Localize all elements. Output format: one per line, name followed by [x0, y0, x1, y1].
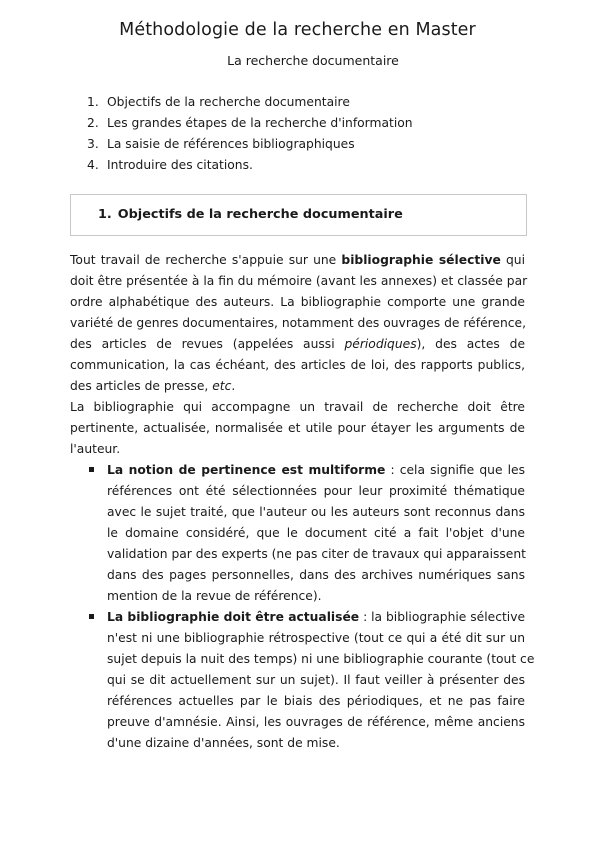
text-line — [107, 607, 525, 628]
toc-item-label: Introduire des citations. — [107, 158, 253, 172]
toc-item-label: Les grandes étapes de la recherche d'information — [107, 116, 413, 130]
list-item — [70, 460, 525, 607]
text-line: doit être présentée à la fin du mémoire (avant les annexes) et classée par — [70, 274, 528, 288]
section-heading: Objectifs de la recherche documentaire — [117, 207, 403, 222]
square-bullet-icon — [89, 614, 94, 619]
paragraph-bibliography-requirements — [70, 397, 525, 460]
emphasis-italic: etc — [212, 379, 232, 393]
text-line: dans des pages personnelles, dans des archives numériques sans — [107, 568, 525, 582]
text-line: preuve d'amnésie. Ainsi, les ouvrages de référence, même anciens — [107, 715, 525, 729]
emphasis-bold: La bibliographie doit être actualisée — [107, 610, 360, 624]
text-fragment: Tout travail de recherche s'appuie sur une — [70, 253, 337, 267]
text-line: sujet depuis la nuit des temps) ni une bibliographie courante (tout ce — [107, 652, 535, 666]
toc-item-number: 2. — [87, 116, 99, 130]
document-subtitle: La recherche documentaire — [227, 53, 399, 68]
text-line: n'est ni une bibliographie rétrospective (tout ce qui a été dit sur un — [107, 631, 525, 645]
text-fragment: qui — [505, 253, 525, 267]
text-line: le domaine considéré, que le document cité a fait l'objet d'une — [107, 526, 525, 540]
text-fragment: ), des actes de — [416, 337, 526, 351]
toc-item — [87, 135, 413, 156]
text-line: communication, la cas échéant, des articles de loi, des rapports publics, — [70, 358, 525, 372]
text-line: références actuelles par le biais des périodiques, et ne pas faire — [107, 694, 525, 708]
toc-item — [87, 156, 413, 177]
text-fragment: des articles de presse, — [70, 379, 209, 393]
text-line — [70, 250, 525, 271]
text-line — [70, 334, 525, 355]
paragraph-bibliography-intro — [70, 250, 528, 397]
section-heading-box — [70, 194, 527, 236]
text-fragment: : cela signifie que les — [385, 463, 525, 477]
emphasis-bold: La notion de pertinence est multiforme — [107, 463, 386, 477]
text-line: pertinente, actualisée, normalisée et utile pour étayer les arguments de — [70, 421, 525, 435]
emphasis-italic: périodiques — [344, 337, 417, 351]
text-line: d'une dizaine d'années, sont de mise. — [107, 736, 340, 750]
text-fragment: des articles de revues (appelées aussi — [70, 337, 335, 351]
toc-item-label: Objectifs de la recherche documentaire — [107, 95, 350, 109]
bullet-list — [70, 460, 535, 754]
toc-item — [87, 114, 413, 135]
section-number: 1. — [98, 207, 112, 222]
square-bullet-icon — [89, 467, 94, 472]
emphasis-bold: bibliographie sélective — [341, 253, 501, 267]
toc-item-number: 3. — [87, 137, 99, 151]
text-line — [70, 376, 525, 397]
text-line: avec le sujet traité, que l'auteur ou les auteurs sont reconnus dans — [107, 505, 525, 519]
text-line — [107, 460, 525, 481]
toc-item-number: 4. — [87, 158, 99, 172]
text-fragment: : la bibliographie sélective — [359, 610, 526, 624]
table-of-contents — [87, 93, 413, 177]
text-line: mention de la revue de référence). — [107, 589, 322, 603]
text-line: variété de genres documentaires, notamment des ouvrages de référence, — [70, 316, 527, 330]
text-line: validation par des experts (ne pas citer de travaux qui apparaissent — [107, 547, 526, 561]
text-line: La bibliographie qui accompagne un travail de recherche doit être — [70, 400, 525, 414]
text-line: qui se dit actuellement sur un sujet). Il faut veiller à présenter des — [107, 673, 525, 687]
text-line: références ont été sélectionnées pour leur proximité thématique — [107, 484, 525, 498]
toc-item-number: 1. — [87, 95, 99, 109]
document-title: Méthodologie de la recherche en Master — [119, 20, 476, 40]
text-line: ordre alphabétique des auteurs. La bibliographie comporte une grande — [70, 295, 525, 309]
list-item — [70, 607, 535, 754]
toc-item-label: La saisie de références bibliographiques — [107, 137, 355, 151]
text-fragment: . — [231, 379, 236, 393]
text-line: l'auteur. — [70, 442, 121, 456]
toc-item — [87, 93, 413, 114]
